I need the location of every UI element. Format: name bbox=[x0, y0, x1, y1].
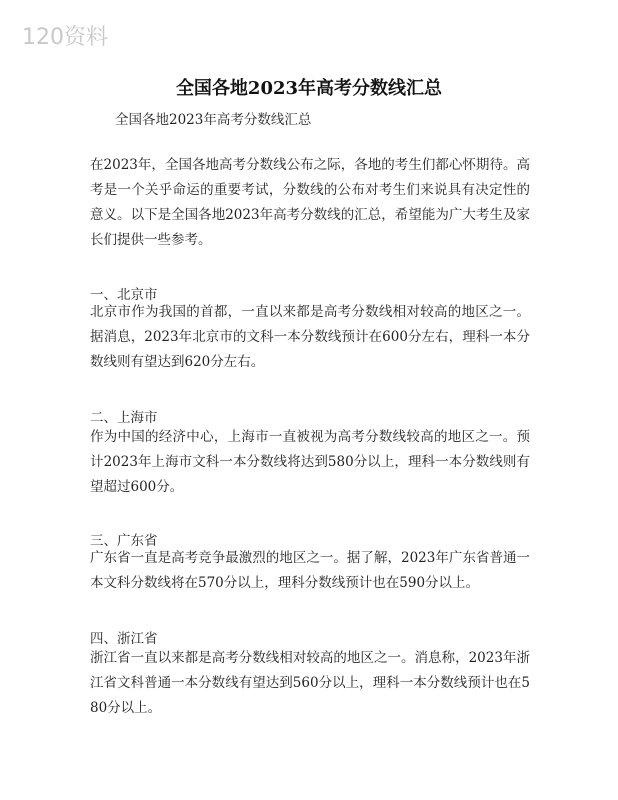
section-body-beijing: 北京市作为我国的首都，一直以来都是高考分数线相对较高的地区之一。据消息，2023年北京市的文科一本分数线预计在600分左右，理科一本分数线则有望达到620分左右。 bbox=[90, 304, 530, 370]
section-heading-zhejiang: 四、浙江省 bbox=[90, 631, 158, 647]
document-title: 全国各地2023年高考分数线汇总 bbox=[175, 78, 443, 99]
document-subtitle: 全国各地2023年高考分数线汇总 bbox=[115, 112, 312, 128]
section-body-shanghai: 作为中国的经济中心，上海市一直被视为高考分数线较高的地区之一。预计2023年上海市文科一本分数线将达到580分以上，理科一本分数线则有望超过600分。 bbox=[90, 429, 530, 495]
section-body-zhejiang: 浙江省一直以来都是高考分数线相对较高的地区之一。消息称，2023年浙江省文科普通一本分数线有望达到560分以上，理科一本分数线预计也在580分以上。 bbox=[90, 650, 530, 716]
section-heading-shanghai: 二、上海市 bbox=[90, 410, 158, 426]
section-body-guangdong: 广东省一直是高考竞争最激烈的地区之一。据了解，2023年广东省普通一本文科分数线将在570分以上，理科分数线预计也在590分以上。 bbox=[90, 550, 530, 591]
section-heading-guangdong: 三、广东省 bbox=[90, 533, 158, 549]
intro-paragraph: 在2023年，全国各地高考分数线公布之际，各地的考生们都心怀期待。高考是一个关乎命运的重要考试，分数线的公布对考生们来说具有决定性的意义。以下是全国各地2023年高考分数线的汇总，希望能为广大考生及家长们提供一些参考。 bbox=[90, 157, 530, 248]
watermark-logo: 120资料 bbox=[22, 25, 108, 50]
section-heading-beijing: 一、北京市 bbox=[90, 287, 158, 303]
